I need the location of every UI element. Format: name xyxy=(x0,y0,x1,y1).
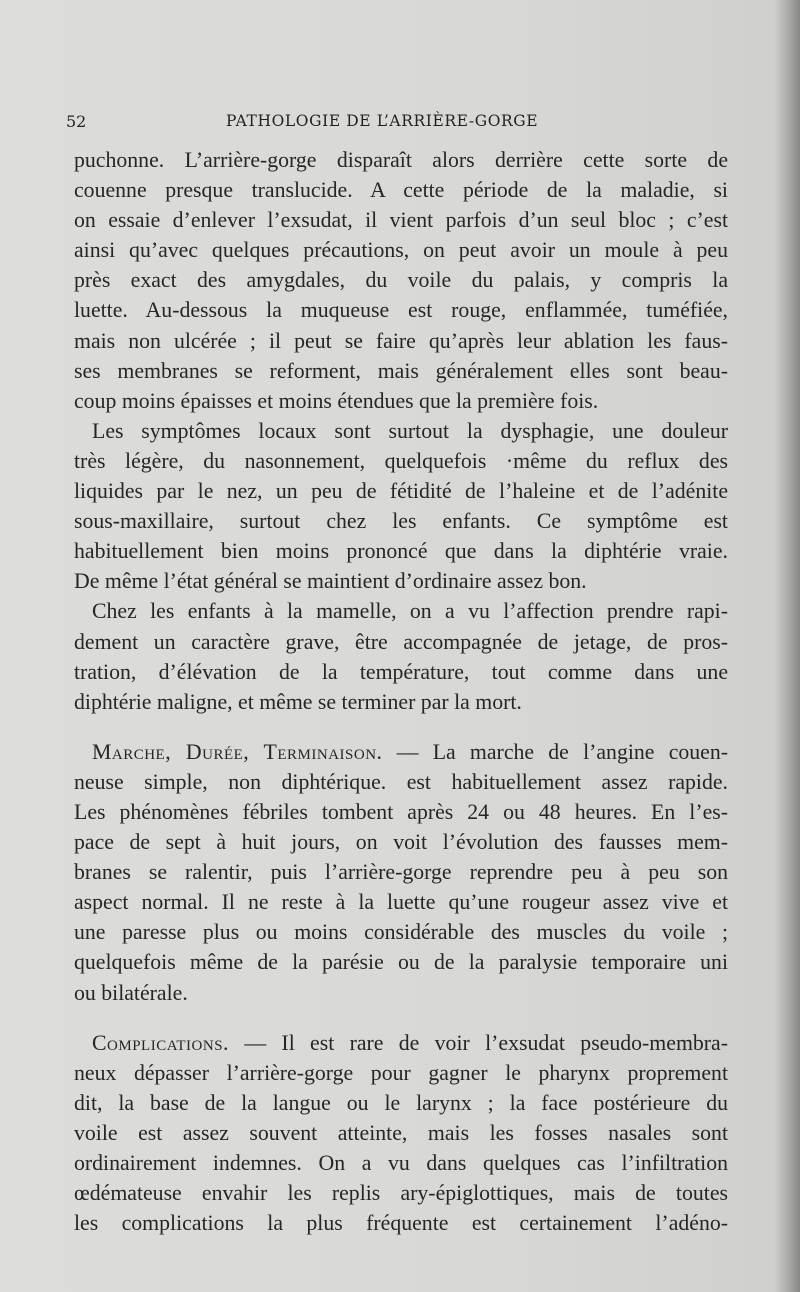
text-line: ordinairement indemnes. On a vu dans quelques cas l’infiltration xyxy=(74,1151,728,1175)
text-line: tration, d’élévation de la température, tout comme dans une xyxy=(74,659,728,684)
text-line: dement un caractère grave, être accompagnée de jetage, de pros- xyxy=(74,629,728,654)
text-line: sous-maxillaire, surtout chez les enfants. Ce symptôme est xyxy=(74,509,728,534)
text-line: quelquefois même de la parésie ou de la paralysie temporaire uni xyxy=(74,950,728,975)
text-line: ou bilatérale. xyxy=(74,980,188,1005)
text-line: les complications la plus fréquente est certainement l’adéno- xyxy=(74,1211,728,1236)
text-line: habituellement bien moins prononcé que dans la diphtérie vraie. xyxy=(74,539,728,564)
text-line: branes se ralentir, puis l’arrière-gorge reprendre peu à peu son xyxy=(74,860,728,885)
text-line: De même l’état général se maintient d’ordinaire assez bon. xyxy=(74,569,587,594)
text-line: coup moins épaisses et moins étendues que la première fois. xyxy=(74,388,599,413)
text-line: très légère, du nasonnement, quelquefois ·même du reflux des xyxy=(74,448,728,473)
text-line: Les phénomènes fébriles tombent après 24 ou 48 heures. En l’es- xyxy=(74,799,728,824)
text-line: aspect normal. Il ne reste à la luette qu’une rougeur assez vive et xyxy=(74,890,728,915)
text-line: Chez les enfants à la mamelle, on a vu l’affection prendre rapi- xyxy=(92,599,728,624)
section-gap xyxy=(74,717,728,737)
text-line: liquides par le nez, un peu de fétidité de l’haleine et de l’adénite xyxy=(74,479,728,504)
text-fragment: — Il est rare de voir l’exsudat pseudo-membra- xyxy=(229,1030,728,1055)
running-title: PATHOLOGIE DE L’ARRIÈRE-GORGE xyxy=(226,112,539,130)
text-line: mais non ulcérée ; il peut se faire qu’après leur ablation les faus- xyxy=(74,328,728,353)
text-line: œdémateuse envahir les replis ary-épiglottiques, mais de toutes xyxy=(74,1181,728,1206)
text-line: ainsi qu’avec quelques précautions, on peut avoir un moule à peu xyxy=(74,238,728,263)
text-line: Les symptômes locaux sont surtout la dysphagie, une douleur xyxy=(92,418,728,443)
text-line: diphtérie maligne, et même se terminer par la mort. xyxy=(74,689,522,714)
text-line: puchonne. L’arrière-gorge disparaît alors derrière cette sorte de xyxy=(74,148,728,172)
body-text xyxy=(74,145,728,1238)
text-line: luette. Au-dessous la muqueuse est rouge, enflammée, tuméfiée, xyxy=(74,298,728,323)
text-line: couenne presque translucide. A cette période de la maladie, si xyxy=(74,178,728,203)
section-first-line xyxy=(74,737,728,767)
binding-shadow xyxy=(774,0,800,1292)
text-line: neuse simple, non diphtérique. est habituellement assez rapide. xyxy=(74,769,728,794)
text-line: voile est assez souvent atteinte, mais les fosses nasales sont xyxy=(74,1120,728,1145)
text-line: une paresse plus ou moins considérable des muscles du voile ; xyxy=(74,920,728,945)
section-gap xyxy=(74,1008,728,1028)
text-line: on essaie d’enlever l’exsudat, il vient parfois d’un seul bloc ; c’est xyxy=(74,208,728,233)
text-line: neux dépasser l’arrière-gorge pour gagner le pharynx proprement xyxy=(74,1060,728,1085)
page-header xyxy=(66,112,726,138)
section-heading: Marche, Durée, Terminaison. xyxy=(92,739,383,764)
section-heading: Complications. xyxy=(92,1030,229,1055)
section-first-line xyxy=(74,1028,728,1058)
text-fragment: — La marche de l’angine couen- xyxy=(382,739,728,764)
text-line: dit, la base de la langue ou le larynx ; la face postérieure du xyxy=(74,1090,728,1115)
text-line: ses membranes se reforment, mais généralement elles sont beau- xyxy=(74,358,728,383)
page-number: 52 xyxy=(66,112,87,131)
text-line: près exact des amygdales, du voile du palais, y compris la xyxy=(74,268,728,293)
text-line: pace de sept à huit jours, on voit l’évolution des fausses mem- xyxy=(74,830,728,855)
